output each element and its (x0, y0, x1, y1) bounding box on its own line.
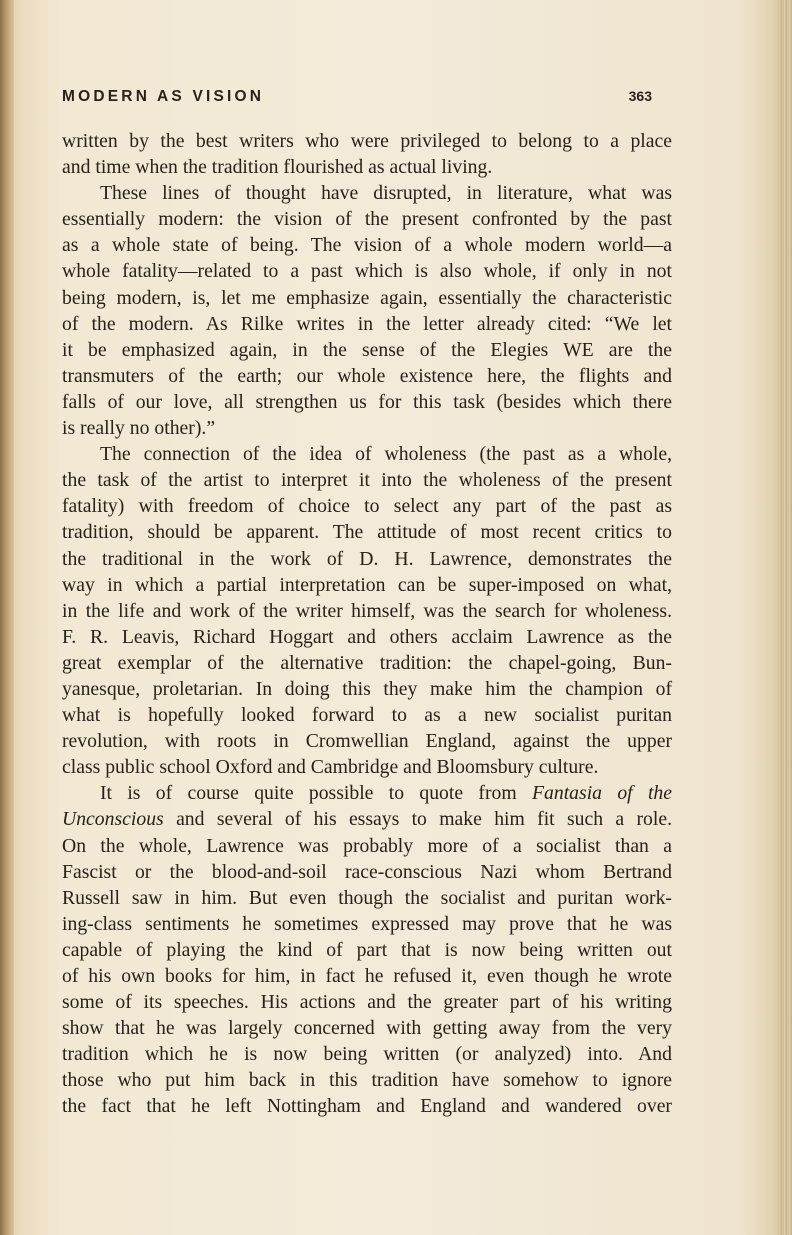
page-binding-shadow (0, 0, 14, 1235)
text-line: Fascist or the blood-and-soil race-conscious Nazi whom Bertrand (62, 860, 672, 883)
text-fragment: and several of his essays to make him fit such a role. (176, 808, 673, 831)
text-line (62, 780, 672, 806)
text-line: revolution, with roots in Cromwellian England, against the upper (62, 730, 672, 753)
paragraph-2 (62, 180, 672, 441)
text-line: the task of the artist to interpret it into the wholeness of the present (62, 469, 672, 492)
book-title-italic: Unconscious (62, 808, 164, 831)
page-number: 363 (628, 88, 652, 104)
running-title: MODERN AS VISION (62, 88, 265, 105)
text-line: the traditional in the work of D. H. Lawrence, demonstrates the (62, 547, 672, 570)
text-line: whole fatality—related to a past which is also whole, if only in not (62, 260, 672, 283)
running-head (62, 86, 652, 110)
text-line: essentially modern: the vision of the present confronted by the past (62, 208, 672, 231)
text-line: of the modern. As Rilke writes in the letter already cited: “We let (62, 312, 672, 335)
text-line: the fact that he left Nottingham and England and wandered over (62, 1095, 672, 1118)
text-line: falls of our love, all strengthen us for this task (besides which there (62, 390, 672, 413)
text-line: is really no other).” (62, 417, 216, 440)
text-line: and time when the tradition flourished as actual living. (62, 156, 493, 179)
text-line: what is hopefully looked forward to as a new socialist puritan (62, 704, 672, 727)
text-line: of his own books for him, in fact he refused it, even though he wrote (62, 965, 672, 987)
text-line: On the whole, Lawrence was probably more of a socialist than a (62, 834, 672, 857)
body-text (62, 128, 672, 1120)
text-fragment: It is of course quite possible to quote from (100, 782, 517, 805)
text-line: capable of playing the kind of part that is now being written out (62, 938, 672, 961)
text-line: These lines of thought have disrupted, in literature, what was (100, 182, 672, 205)
text-line: those who put him back in this tradition have somehow to ignore (62, 1069, 672, 1092)
text-line: being modern, is, let me emphasize again, essentially the characteristic (62, 286, 672, 309)
page-edge (778, 0, 792, 1235)
paragraph-1 (62, 128, 672, 180)
text-line: F. R. Leavis, Richard Hoggart and others acclaim Lawrence as the (62, 625, 672, 648)
text-line: yanesque, proletarian. In doing this they make him the champion of (62, 677, 672, 700)
text-line: way in which a partial interpretation can be super-imposed on what, (62, 573, 672, 596)
text-line (62, 806, 672, 832)
book-title-italic: Fantasia of the (532, 782, 672, 805)
text-line: some of its speeches. His actions and the greater part of his writing (62, 991, 672, 1014)
text-line: Russell saw in him. But even though the socialist and puritan work- (62, 886, 672, 909)
text-line: tradition which he is now being written (or analyzed) into. And (62, 1043, 672, 1066)
text-line: The connection of the idea of wholeness (the past as a whole, (100, 443, 672, 466)
paragraph-3 (62, 441, 672, 780)
text-line: ing-class sentiments he sometimes expressed may prove that he was (62, 912, 672, 935)
text-line: show that he was largely concerned with getting away from the very (62, 1017, 672, 1040)
text-line: in the life and work of the writer himself, was the search for wholeness. (62, 599, 672, 622)
text-line: it be emphasized again, in the sense of the Elegies WE are the (62, 338, 672, 361)
text-line: great exemplar of the alternative tradition: the chapel-going, Bun- (62, 651, 672, 674)
text-line: tradition, should be apparent. The attitude of most recent critics to (62, 521, 672, 544)
text-line: as a whole state of being. The vision of a whole modern world—a (62, 234, 672, 257)
text-line: fatality) with freedom of choice to select any part of the past as (62, 495, 672, 518)
paragraph-4 (62, 780, 672, 1119)
text-line: class public school Oxford and Cambridge and Bloomsbury culture. (62, 756, 599, 779)
text-line: transmuters of the earth; our whole existence here, the flights and (62, 364, 672, 387)
text-line: written by the best writers who were privileged to belong to a place (62, 130, 672, 152)
